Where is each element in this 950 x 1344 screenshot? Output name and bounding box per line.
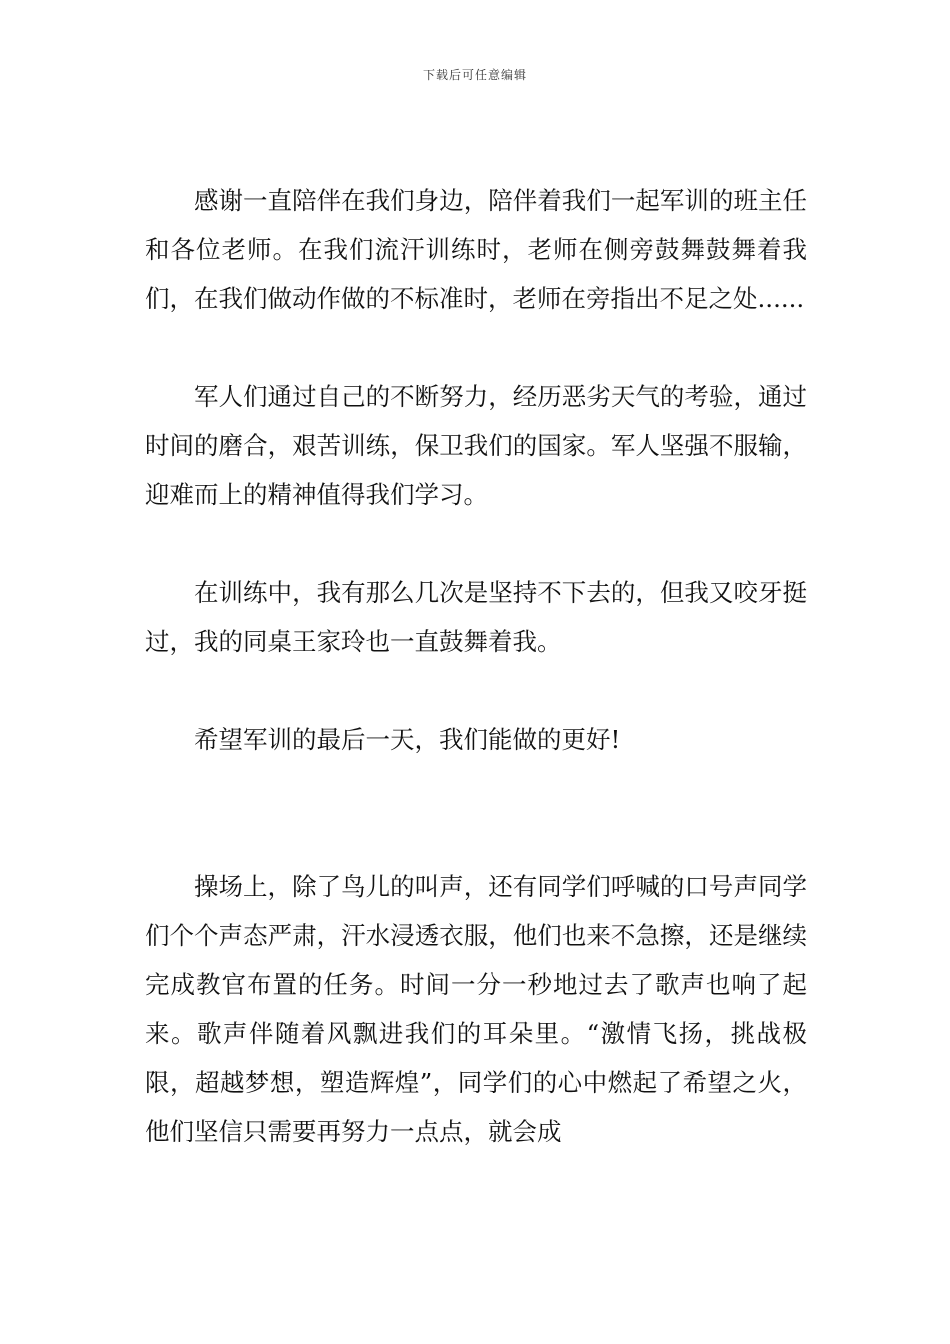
paragraph-thanks-teachers: 感谢一直陪伴在我们身边，陪伴着我们一起军训的班主任和各位老师。在我们流汗训练时，老师在侧旁鼓舞鼓舞着我们，在我们做动作做的不标准时，老师在旁指出不足之处...... xyxy=(145,186,807,313)
paragraph-last-day-hope: 希望军训的最后一天，我们能做的更好! xyxy=(194,725,621,754)
paragraph-playground-scene: 操场上，除了鸟儿的叫声，还有同学们呼喊的口号声同学们个个声态严肃，汗水浸透衣服，他们也来不急擦，还是继续完成教官布置的任务。时间一分一秒地过去了歌声也响了起来。歌声伴随着风飘进我们的耳朵里。“激情飞扬，挑战极限，超越梦想，塑造辉煌”，同学们的心中燃起了希望之火，他们坚信只需要再努力一点点，就会成 xyxy=(145,872,807,1146)
paragraph-training-persistence: 在训练中，我有那么几次是坚持不下去的，但我又咬牙挺过，我的同桌王家玲也一直鼓舞着我。 xyxy=(145,578,807,656)
paragraph-soldiers-spirit: 军人们通过自己的不断努力，经历恶劣天气的考验，通过时间的磨合，艰苦训练，保卫我们的国家。军人坚强不服输，迎难而上的精神值得我们学习。 xyxy=(145,382,807,509)
document-body xyxy=(145,176,807,1156)
page-header: 下载后可任意编辑 xyxy=(422,68,527,82)
